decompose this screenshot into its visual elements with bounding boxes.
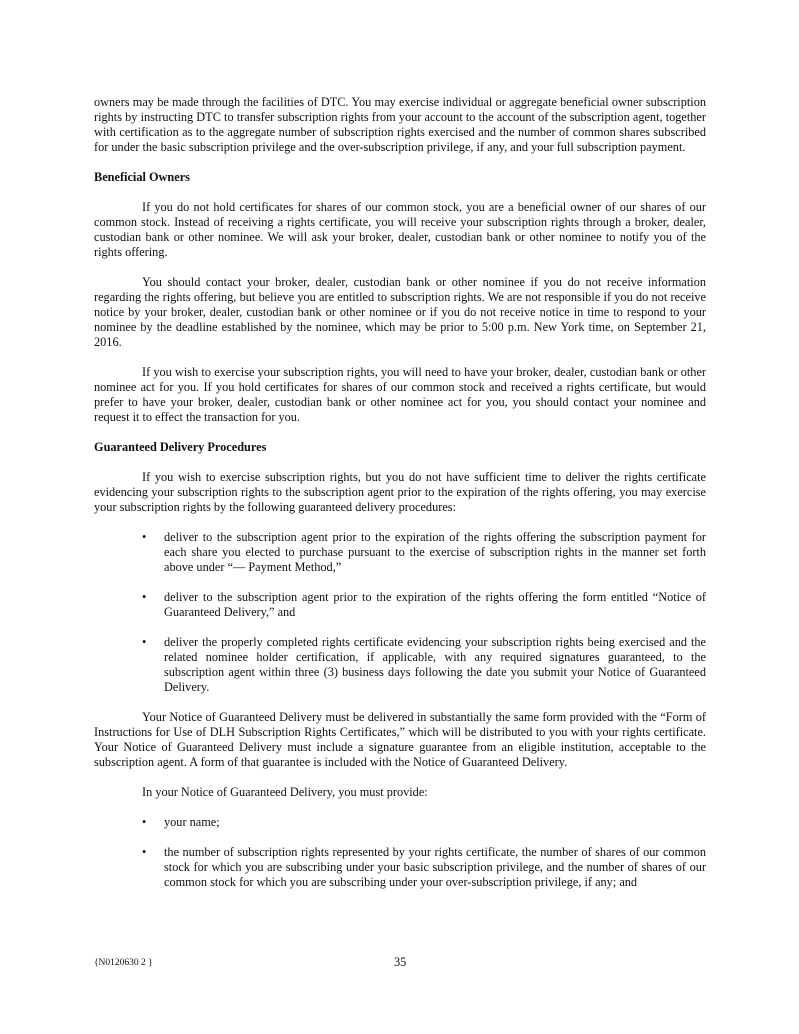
paragraph-notice-form: Your Notice of Guaranteed Delivery must be delivered in substantially the same form provided with the “Form of Instructions for Use of DLH Subscription Rights Certificates,” which will be distributed to you with your rights certificate. Your Notice of Guaranteed Delivery must include a signature guarantee from an eligible institution, acceptable to the subscription agent. A form of that guarantee is included with the Notice of Guaranteed Delivery. <box>94 710 706 769</box>
bullet-icon: • <box>142 635 147 649</box>
list-item-text: deliver to the subscription agent prior to the expiration of the rights offering the form entitled “Notice of Guaranteed Delivery,” and <box>164 590 706 619</box>
paragraph-dtc-continuation: owners may be made through the facilities of DTC. You may exercise individual or aggregate beneficial owner subscription rights by instructing DTC to transfer subscription rights from your account to the account of the subscription agent, together with certification as to the aggregate number of subscription rights exercised and the number of common shares subscribed for under the basic subscription privilege and the over-subscription privilege, if any, and your full subscription payment. <box>94 95 706 154</box>
paragraph-notice-requirements-intro: In your Notice of Guaranteed Delivery, you must provide: <box>142 785 428 799</box>
paragraph-exercise-through-nominee: If you wish to exercise your subscription rights, you will need to have your broker, dealer, custodian bank or other nominee act for you. If you hold certificates for shares of our common stock and received a rights certificate, but would prefer to have your broker, dealer, custodian bank or other nominee act for you, you should contact your nominee and request it to effect the transaction for you. <box>94 365 706 424</box>
heading-beneficial-owners: Beneficial Owners <box>94 170 190 184</box>
guaranteed-delivery-steps-list <box>94 530 706 695</box>
bullet-icon: • <box>142 530 147 544</box>
list-item-text: deliver to the subscription agent prior to the expiration of the rights offering the subscription payment for each share you elected to purchase pursuant to the exercise of subscription rights in the manner set forth above under “— Payment Method,” <box>164 530 706 574</box>
notice-requirements-list <box>94 815 706 890</box>
list-item <box>94 845 706 890</box>
list-item-text: the number of subscription rights represented by your rights certificate, the number of shares of our common stock for which you are subscribing under your basic subscription privilege, and the number of shares of our common stock for which you are subscribing under your over-subscription privilege, if any; and <box>164 845 706 889</box>
list-item-text: your name; <box>164 815 220 829</box>
page-number: 35 <box>394 955 407 969</box>
paragraph-beneficial-owner-definition: If you do not hold certificates for shares of our common stock, you are a beneficial owner of our shares of our common stock. Instead of receiving a rights certificate, you will receive your subscription rights through a broker, dealer, custodian bank or other nominee. We will ask your broker, dealer, custodian bank or other nominee to notify you of the rights offering. <box>94 200 706 259</box>
list-item-text: deliver the properly completed rights certificate evidencing your subscription rights being exercised and the related nominee holder certification, if applicable, with any required signatures guaranteed, to the subscription agent within three (3) business days following the date you submit your Notice of Guaranteed Delivery. <box>164 635 706 694</box>
bullet-icon: • <box>142 815 147 829</box>
bullet-icon: • <box>142 845 147 859</box>
list-item <box>94 815 706 830</box>
paragraph-guaranteed-delivery-intro: If you wish to exercise subscription rights, but you do not have sufficient time to deliver the rights certificate evidencing your subscription rights to the subscription agent prior to the expiration of the rights offering, you may exercise your subscription rights by the following guaranteed delivery procedures: <box>94 470 706 514</box>
list-item <box>94 635 706 695</box>
document-body <box>94 95 706 905</box>
list-item <box>94 590 706 620</box>
bullet-icon: • <box>142 590 147 604</box>
list-item <box>94 530 706 575</box>
document-id: {N0120630 2 } <box>94 958 153 968</box>
heading-guaranteed-delivery: Guaranteed Delivery Procedures <box>94 440 267 454</box>
paragraph-contact-nominee: You should contact your broker, dealer, custodian bank or other nominee if you do not receive information regarding the rights offering, but believe you are entitled to subscription rights. We are not responsible if you do not receive notice by your broker, dealer, custodian bank or other nominee or if you do not receive notice in time to respond to your nominee by the deadline established by the nominee, which may be prior to 5:00 p.m. New York time, on September 21, 2016. <box>94 275 706 349</box>
